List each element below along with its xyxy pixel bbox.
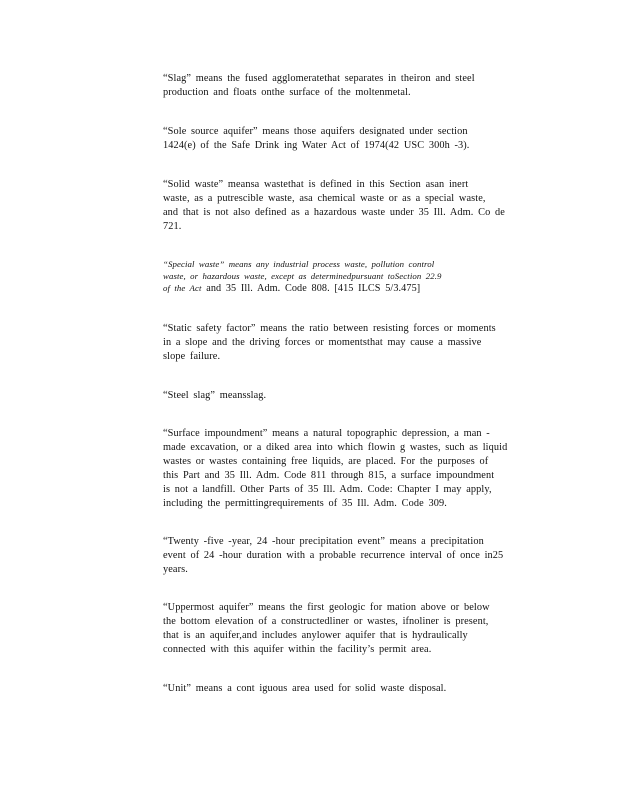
definition-line: event of 24 -hour duration with a probable recurrence interval of once in25: [163, 550, 504, 561]
definition-line: made excavation, or a diked area into which flowin g wastes, such as liquid: [163, 442, 508, 453]
definition-line: “Uppermost aquifer” means the first geologic for mation above or below: [163, 602, 490, 613]
definition-line: this Part and 35 Ill. Adm. Code 811 through 815, a surface impoundment: [163, 470, 495, 481]
definition-line: “Solid waste” meansa wastethat is defined in this Section asan inert: [163, 179, 469, 190]
definition-unit: [163, 682, 523, 696]
definition-steel-slag: [163, 389, 523, 403]
definition-solid-waste: [163, 178, 523, 234]
definition-line: “Unit” means a cont iguous area used for solid waste disposal.: [163, 683, 447, 694]
definition-line: including the permittingrequirements of 35 Ill. Adm. Code 309.: [163, 498, 447, 509]
definition-line: “Special waste” means any industrial process waste, pollution control: [163, 259, 435, 269]
definition-line: in a slope and the driving forces or momentsthat may cause a massive: [163, 337, 482, 348]
definition-line: slope failure.: [163, 351, 221, 362]
definition-line: is not a landfill. Other Parts of 35 Ill. Adm. Code: Chapter I may apply,: [163, 484, 492, 495]
definition-special-waste: [163, 258, 523, 295]
definition-surface-impoundment: [163, 427, 523, 511]
definition-line: waste, or hazardous waste, except as determinedpursuant toSection 22.9: [163, 271, 442, 281]
definition-line: and that is not also defined as a hazardous waste under 35 Ill. Adm. Co de: [163, 207, 505, 218]
definition-line: 721.: [163, 221, 182, 232]
definition-line: wastes or wastes containing free liquids, are placed. For the purposes of: [163, 456, 489, 467]
definition-sole-source-aquifer: [163, 125, 523, 153]
definition-line: [163, 282, 523, 295]
definition-line: “Twenty -five -year, 24 -hour precipitation event” means a precipitation: [163, 536, 484, 547]
definition-line: “Static safety factor” means the ratio between resisting forces or moments: [163, 323, 496, 334]
definition-twenty-five-year-precipitation-event: [163, 535, 523, 577]
definition-line: “Slag” means the fused agglomeratethat separates in theiron and steel: [163, 73, 475, 84]
act-reference: of the Act: [163, 283, 202, 293]
definition-uppermost-aquifer: [163, 601, 523, 657]
definition-line: “Surface impoundment” means a natural topographic depression, a man -: [163, 428, 490, 439]
definition-line: years.: [163, 564, 188, 575]
definition-slag: [163, 72, 523, 100]
citation-text: and 35 Ill. Adm. Code 808. [415 ILCS 5/3.475]: [201, 283, 421, 294]
definition-static-safety-factor: [163, 322, 523, 364]
definition-line: 1424(e) of the Safe Drink ing Water Act of 1974(42 USC 300h -3).: [163, 140, 470, 151]
definition-line: that is an aquifer,and includes anylower aquifer that is hydraulically: [163, 630, 468, 641]
definition-line: “Steel slag” meansslag.: [163, 390, 267, 401]
definition-line: connected with this aquifer within the facility’s permit area.: [163, 644, 432, 655]
definition-line: “Sole source aquifer” means those aquifers designated under section: [163, 126, 468, 137]
definition-line: waste, as a putrescible waste, asa chemical waste or as a special waste,: [163, 193, 486, 204]
definition-line: the bottom elevation of a constructedliner or wastes, ifnoliner is present,: [163, 616, 489, 627]
definition-line: production and floats onthe surface of the moltenmetal.: [163, 87, 411, 98]
